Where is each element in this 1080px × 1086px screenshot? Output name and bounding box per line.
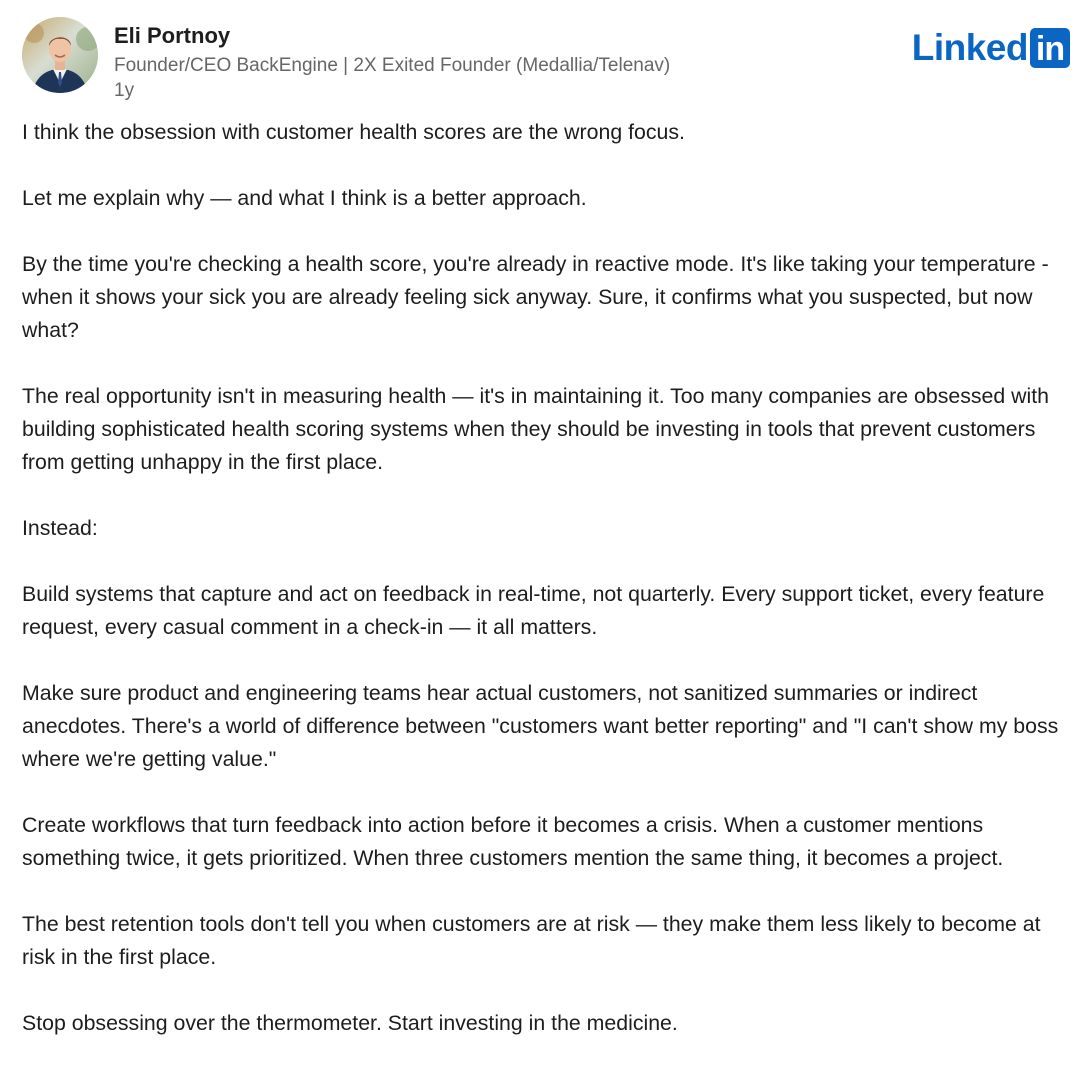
author-avatar[interactable]	[22, 17, 98, 93]
post-paragraph: The real opportunity isn't in measuring health — it's in maintaining it. Too many companies are obsessed with building sophisticated health scoring systems when they should be investing in tools that prevent customers from getting unhappy in the first place.	[22, 384, 1049, 474]
post-paragraph: I think the obsession with customer health scores are the wrong focus.	[22, 120, 685, 144]
profile-photo-icon	[22, 17, 98, 93]
post-paragraph: Create workflows that turn feedback into action before it becomes a crisis. When a customer mentions something twice, it gets prioritized. When three customers mention the same thing, it becomes a project.	[22, 813, 1004, 870]
post-age: 1y	[114, 80, 135, 101]
post-header	[22, 17, 1062, 101]
post-body	[22, 116, 1062, 1040]
author-headline: Founder/CEO BackEngine | 2X Exited Founder (Medallia/Telenav)	[114, 55, 671, 76]
post-paragraph: The best retention tools don't tell you when customers are at risk — they make them less likely to become at risk in the first place.	[22, 912, 1041, 969]
post-paragraph: Let me explain why — and what I think is a better approach.	[22, 186, 587, 210]
logo-word: Linked	[911, 27, 1028, 68]
post-paragraph: By the time you're checking a health score, you're already in reactive mode. It's like taking your temperature - when it shows your sick you are already feeling sick anyway. Sure, it confirms what you suspected, but now what?	[22, 252, 1049, 342]
post-paragraph: Stop obsessing over the thermometer. Start investing in the medicine.	[22, 1011, 678, 1035]
logo-in-icon: in	[1030, 28, 1070, 68]
author-name[interactable]: Eli Portnoy	[114, 23, 231, 48]
linkedin-logo	[912, 28, 1070, 68]
post-paragraph: Build systems that capture and act on feedback in real-time, not quarterly. Every support ticket, every feature request, every casual comment in a check-in — it all matters.	[22, 582, 1045, 639]
post-paragraph: Instead:	[22, 516, 98, 540]
post-paragraph: Make sure product and engineering teams hear actual customers, not sanitized summaries or indirect anecdotes. There's a world of difference between "customers want better reporting" and "I can't show my boss where we're getting value."	[22, 681, 1059, 771]
